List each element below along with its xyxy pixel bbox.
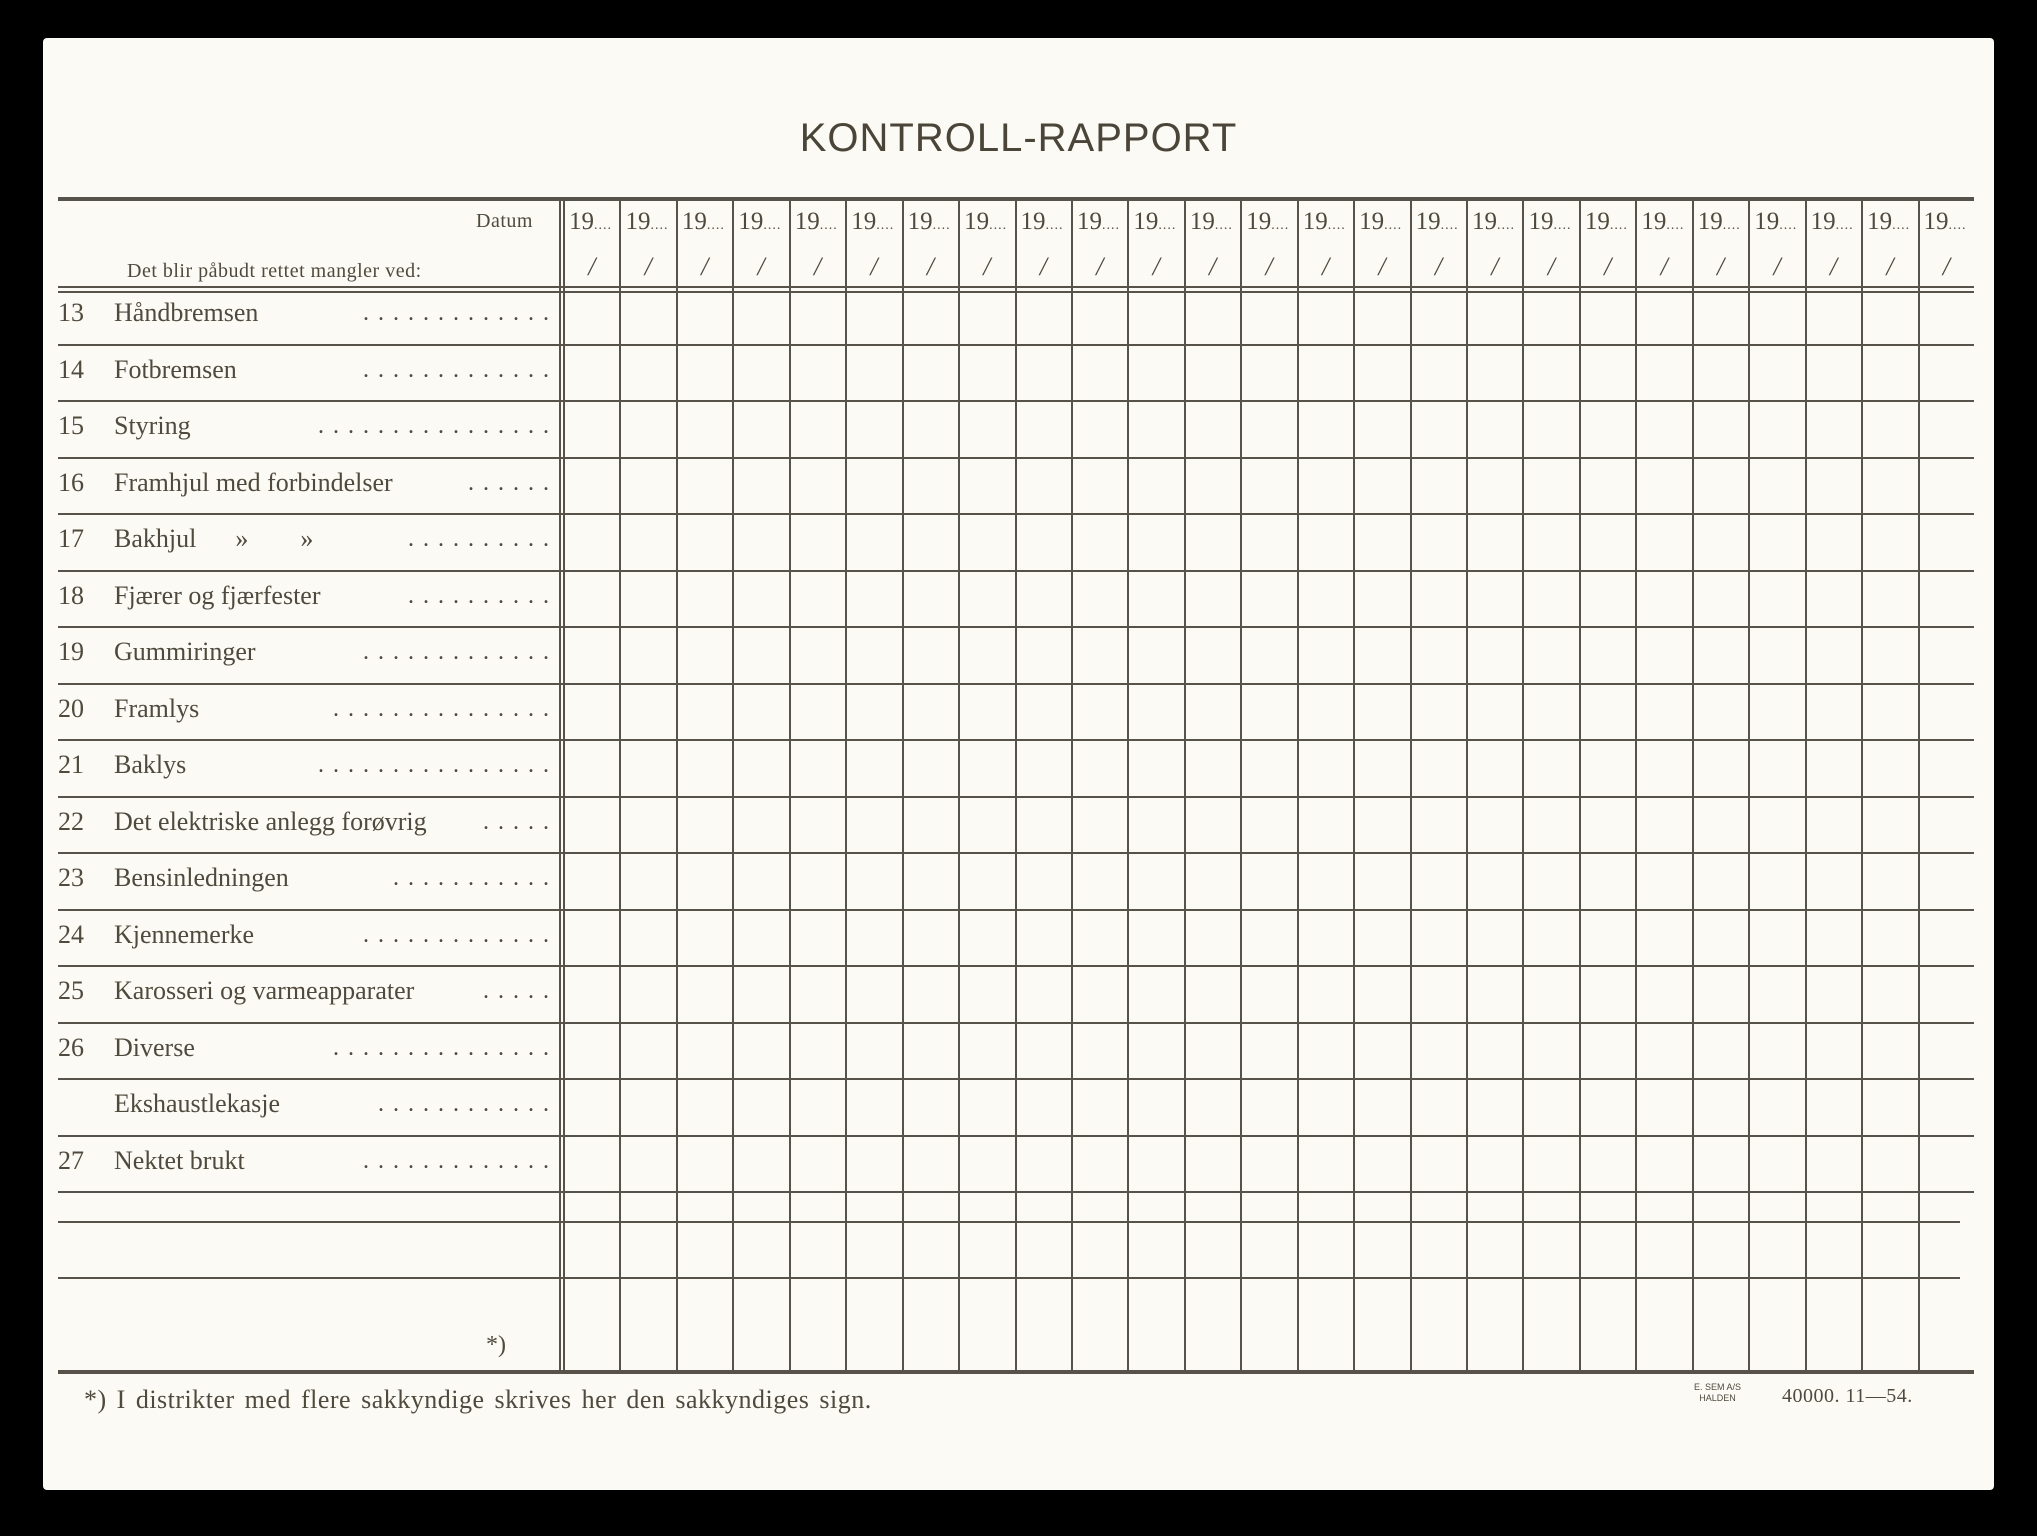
date-column-year[interactable]: 19.... <box>1528 208 1572 235</box>
date-column-year[interactable]: 19.... <box>851 208 895 235</box>
row-rule <box>58 1078 1974 1080</box>
leader-dots: .......... <box>408 582 558 609</box>
checklist-row-label <box>58 519 558 559</box>
date-column-separator: / <box>1773 252 1781 281</box>
date-column-divider <box>676 201 678 1370</box>
row-number: 15 <box>58 411 84 440</box>
date-column-year[interactable]: 19.... <box>1133 208 1177 235</box>
date-column-separator: / <box>1096 252 1104 281</box>
date-column-separator: / <box>701 252 709 281</box>
row-rule <box>58 852 1974 854</box>
date-column-divider <box>1127 201 1129 1370</box>
date-column-year[interactable]: 19.... <box>625 208 669 235</box>
date-column-separator: / <box>644 252 652 281</box>
date-column-year[interactable]: 19.... <box>738 208 782 235</box>
date-column-divider <box>1692 201 1694 1370</box>
date-column-separator: / <box>983 252 991 281</box>
date-column-divider <box>958 201 960 1370</box>
date-column-year[interactable]: 19.... <box>964 208 1008 235</box>
label-column-divider <box>559 197 561 1370</box>
row-rule <box>58 739 1974 741</box>
row-item: Gummiringer <box>114 637 256 666</box>
leader-dots: ................ <box>318 413 558 439</box>
date-column-year[interactable]: 19.... <box>1359 208 1403 235</box>
date-column-separator: / <box>1378 252 1386 281</box>
form-title: KONTROLL-RAPPORT <box>799 116 1238 160</box>
row-rule <box>58 513 1974 515</box>
row-item: Kjennemerke <box>114 919 255 949</box>
blank-row-rule <box>58 1277 1960 1279</box>
print-code: 40000. 11—54. <box>1782 1385 1913 1407</box>
row-item: Diverse <box>114 1032 195 1062</box>
row-item: Framlys <box>114 693 200 723</box>
date-column-year[interactable]: 19.... <box>1472 208 1516 235</box>
row-rule <box>58 570 1974 572</box>
date-column-year[interactable]: 19.... <box>1923 208 1967 235</box>
date-column-separator: / <box>870 252 878 281</box>
date-column-year[interactable]: 19.... <box>794 208 838 235</box>
date-column-divider <box>732 201 734 1370</box>
date-column-separator: / <box>1717 252 1725 281</box>
checklist-row-label <box>58 1141 558 1181</box>
row-rule <box>58 344 1974 346</box>
date-column-separator: / <box>813 252 822 281</box>
checklist-row-label <box>58 350 558 390</box>
row-number: 14 <box>58 354 84 384</box>
date-column-divider <box>845 201 847 1370</box>
date-column-separator: / <box>757 252 765 281</box>
leader-dots: ........... <box>393 865 558 891</box>
date-column-year[interactable]: 19.... <box>1302 208 1346 235</box>
date-column-year[interactable]: 19.... <box>907 208 951 235</box>
row-item: Styring <box>114 411 191 440</box>
table-bottom-rule <box>58 1370 1974 1374</box>
row-rule <box>58 1022 1974 1024</box>
date-column-separator: / <box>1547 252 1555 281</box>
header-instruction: Det blir påbudt rettet mangler ved: <box>127 260 422 282</box>
row-rule <box>58 457 1974 459</box>
row-item: Det elektriske anlegg forøvrig <box>114 806 427 836</box>
date-column-divider <box>1579 201 1581 1370</box>
leader-dots: ............. <box>363 356 558 383</box>
row-rule <box>58 683 1974 685</box>
leader-dots: ..... <box>483 808 558 835</box>
date-column-year[interactable]: 19.... <box>1810 208 1854 235</box>
date-column-year[interactable]: 19.... <box>1697 208 1741 235</box>
date-column-divider <box>619 201 621 1370</box>
checklist-row-label <box>58 1028 558 1068</box>
checklist-row-label <box>58 971 558 1011</box>
leader-dots: ............. <box>363 1147 558 1174</box>
leader-dots: ............. <box>363 300 558 326</box>
footnote: *) I distrikter med flere sakkyndige skrives her den sakkyndiges sign. <box>84 1385 872 1414</box>
row-number: 19 <box>58 637 84 666</box>
checklist-row-label <box>58 858 558 898</box>
row-rule <box>58 965 1974 967</box>
checklist-row-label <box>58 915 558 955</box>
row-number: 27 <box>58 1145 84 1175</box>
leader-dots: .......... <box>408 526 558 552</box>
checklist-row-label <box>58 689 558 729</box>
date-column-divider <box>1410 201 1412 1370</box>
checklist-row-label <box>58 576 558 616</box>
date-column-divider <box>1918 201 1920 1370</box>
leader-dots: ............. <box>363 639 558 665</box>
row-number: 24 <box>58 919 84 949</box>
row-number: 17 <box>58 524 84 553</box>
date-column-separator: / <box>1039 252 1047 281</box>
date-column-separator: / <box>1321 252 1330 281</box>
printer-name: E. SEM A/S <box>1694 1382 1742 1392</box>
row-item: Fjærer og fjærfester <box>114 580 321 610</box>
date-column-year[interactable]: 19.... <box>569 208 612 235</box>
row-item: Fotbremsen <box>114 354 237 384</box>
label-column-divider-2 <box>563 197 565 1370</box>
date-column-divider <box>902 201 904 1370</box>
date-column-year[interactable]: 19.... <box>1020 208 1064 235</box>
date-column-separator: / <box>1152 252 1160 281</box>
date-column-year[interactable]: 19.... <box>1246 208 1290 235</box>
date-column-year[interactable]: 19.... <box>1754 208 1798 235</box>
row-rule <box>58 909 1974 911</box>
leader-dots: ..... <box>483 978 558 1004</box>
date-header-label: Datum <box>476 210 533 232</box>
row-number: 22 <box>58 806 84 836</box>
date-column-separator: / <box>926 252 935 281</box>
date-column-separator: / <box>1209 252 1217 281</box>
date-column-separator: / <box>1829 252 1838 281</box>
date-column-divider <box>1748 201 1750 1370</box>
row-number: 13 <box>58 298 84 327</box>
row-number: 18 <box>58 580 84 610</box>
date-column-divider <box>1805 201 1807 1370</box>
date-column-year[interactable]: 19.... <box>1189 208 1233 235</box>
date-column-separator: / <box>1491 252 1499 281</box>
date-column-separator: / <box>1660 252 1668 281</box>
date-column-year[interactable]: 19.... <box>1584 208 1628 235</box>
date-column-divider <box>789 201 791 1370</box>
row-item: Baklys <box>114 750 187 779</box>
date-column-separator: / <box>1942 252 1950 281</box>
checklist-row-label <box>58 1084 558 1124</box>
row-item: Karosseri og varmeapparater <box>114 976 415 1005</box>
row-number: 21 <box>58 750 84 779</box>
row-number: 25 <box>58 976 84 1005</box>
row-item: Bensinledningen <box>114 863 289 892</box>
date-column-divider <box>1071 201 1073 1370</box>
date-column-year[interactable]: 19.... <box>1641 208 1685 235</box>
row-item: Bakhjul » » <box>114 524 314 553</box>
printer-city: HALDEN <box>1699 1393 1736 1403</box>
checklist-row-label <box>58 293 558 333</box>
row-item: Nektet brukt <box>114 1145 245 1175</box>
checklist-row-label <box>58 632 558 672</box>
date-column-divider <box>1240 201 1242 1370</box>
blank-row-rule <box>58 1221 1960 1223</box>
date-column-separator: / <box>1604 252 1612 281</box>
row-number: 16 <box>58 467 84 497</box>
row-item: Håndbremsen <box>114 298 259 327</box>
date-column-divider <box>1297 201 1299 1370</box>
date-column-separator: / <box>588 252 596 281</box>
checklist-row-label <box>58 745 558 785</box>
leader-dots: ............ <box>378 1091 558 1117</box>
row-rule <box>58 1191 1974 1193</box>
date-column-year[interactable]: 19.... <box>681 208 725 235</box>
row-rule <box>58 626 1974 628</box>
date-column-year[interactable]: 19.... <box>1867 208 1911 235</box>
row-rule <box>58 796 1974 798</box>
row-rule <box>58 1135 1974 1137</box>
row-item: Framhjul med forbindelser <box>114 467 393 497</box>
signature-marker: *) <box>486 1332 506 1358</box>
leader-dots: ................ <box>318 752 558 778</box>
date-column-separator: / <box>1434 252 1443 281</box>
date-column-divider <box>1466 201 1468 1370</box>
leader-dots: ............... <box>333 695 558 722</box>
date-column-divider <box>1522 201 1524 1370</box>
leader-dots: ............... <box>333 1034 558 1061</box>
date-column-divider <box>1635 201 1637 1370</box>
date-column-year[interactable]: 19.... <box>1415 208 1459 235</box>
row-number: 20 <box>58 693 84 723</box>
checklist-row-label <box>58 463 558 503</box>
date-column-separator: / <box>1886 252 1894 281</box>
row-number: 23 <box>58 863 84 892</box>
date-column-year[interactable]: 19.... <box>1076 208 1120 235</box>
row-rule <box>58 400 1974 402</box>
row-item: Ekshaustlekasje <box>114 1089 281 1118</box>
date-column-separator: / <box>1265 252 1273 281</box>
date-column-divider <box>1015 201 1017 1370</box>
date-column-divider <box>1861 201 1863 1370</box>
leader-dots: ............. <box>363 921 558 948</box>
printer-imprint <box>1694 1382 1741 1404</box>
row-number: 26 <box>58 1032 84 1062</box>
checklist-row-label <box>58 406 558 446</box>
date-column-divider <box>1184 201 1186 1370</box>
date-column-divider <box>1353 201 1355 1370</box>
leader-dots: ...... <box>468 469 558 496</box>
checklist-row-label <box>58 802 558 842</box>
